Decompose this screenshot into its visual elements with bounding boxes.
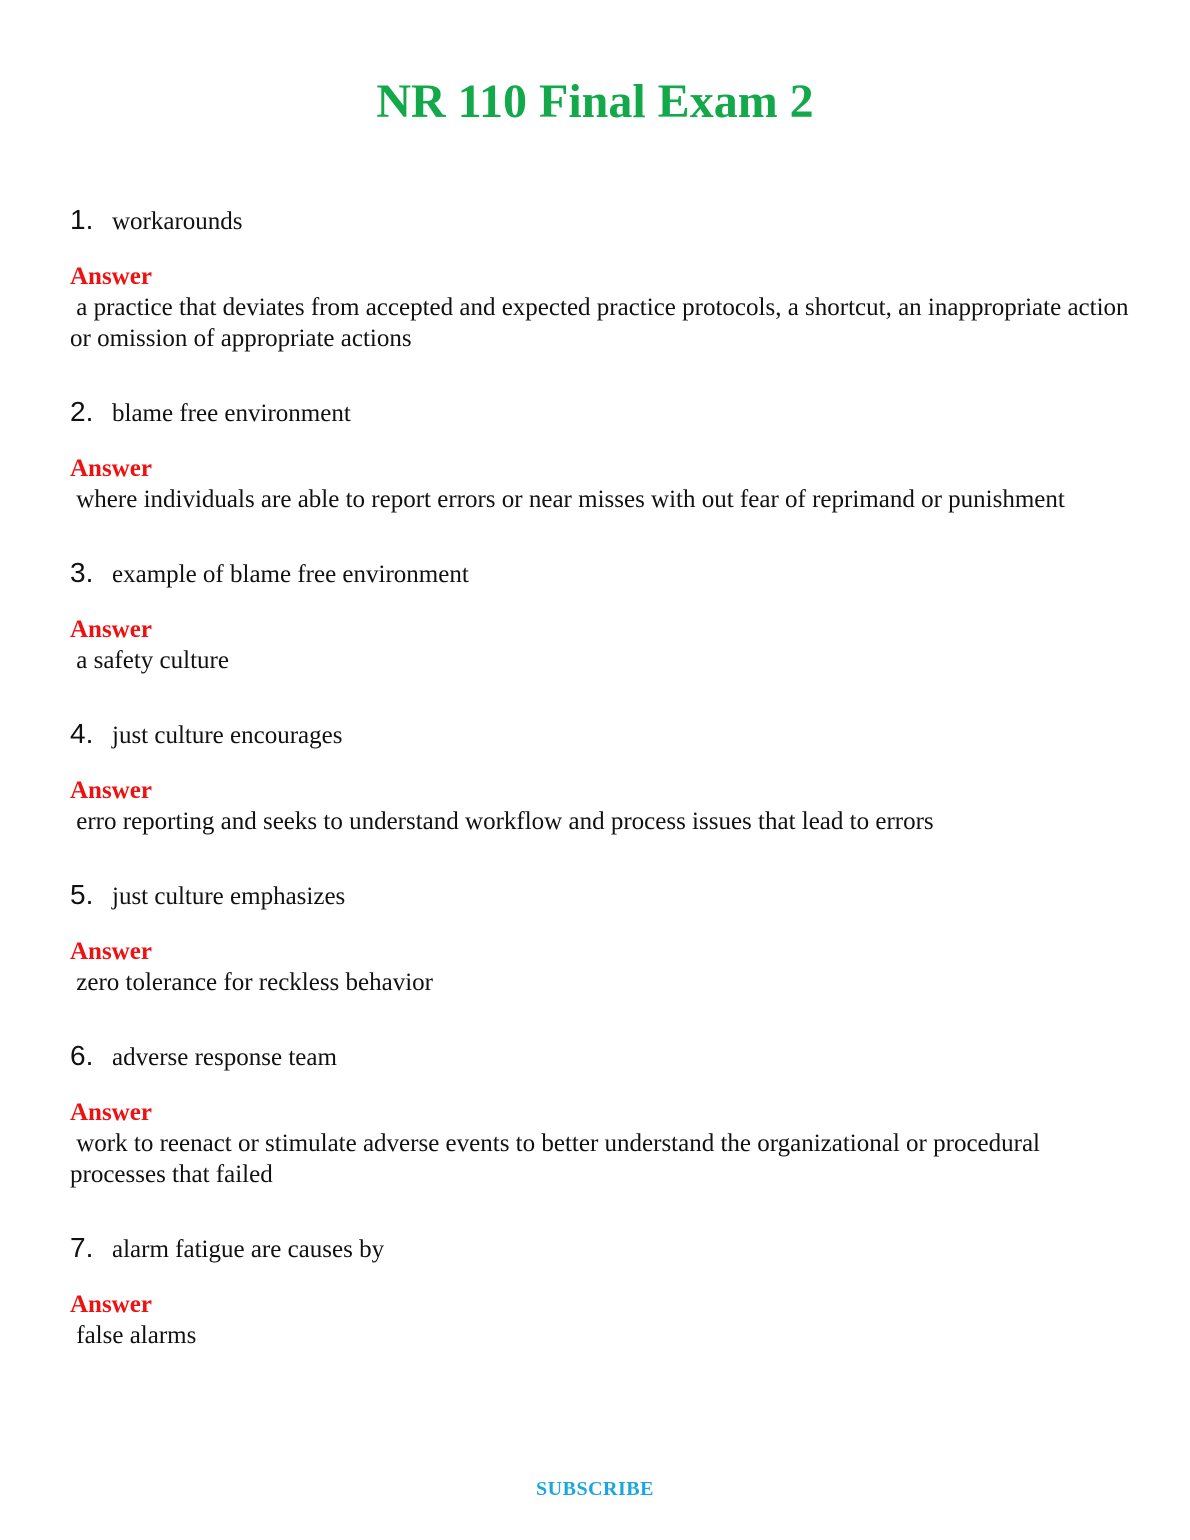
question-row	[70, 710, 1130, 758]
question-item	[70, 549, 1130, 710]
answer-text: work to reenact or stimulate adverse events to better understand the organizational or procedural processes that failed	[70, 1130, 1041, 1188]
question-number: 3.	[70, 557, 94, 588]
question-term: just culture encourages	[112, 722, 343, 749]
answer-text: a practice that deviates from accepted and expected practice protocols, a shortcut, an inappropriate action or omission of appropriate actions	[70, 294, 1129, 352]
spacer	[70, 998, 1130, 1032]
question-item	[70, 1032, 1130, 1224]
spacer	[70, 354, 1130, 388]
question-item	[70, 710, 1130, 871]
answer-label: Answer	[70, 1099, 152, 1126]
question-row	[70, 196, 1130, 244]
answer-text: zero tolerance for reckless behavior	[76, 969, 434, 996]
question-term: workarounds	[112, 208, 243, 235]
spacer	[70, 837, 1130, 871]
question-number: 7.	[70, 1232, 94, 1263]
question-row	[70, 1224, 1130, 1272]
subscribe-link[interactable]: SUBSCRIBE	[536, 1478, 654, 1500]
answer-text: where individuals are able to report errors or near misses with out fear of reprimand or punishment	[76, 486, 1065, 513]
answer-label: Answer	[70, 455, 152, 482]
answer-text: erro reporting and seeks to understand workflow and process issues that lead to errors	[76, 808, 934, 835]
question-number: 1.	[70, 204, 94, 235]
question-number: 6.	[70, 1040, 94, 1071]
spacer	[70, 1190, 1130, 1224]
question-term: adverse response team	[112, 1044, 337, 1071]
question-item	[70, 1224, 1130, 1351]
document-title: NR 110 Final Exam 2	[376, 75, 814, 128]
answer-label: Answer	[70, 938, 152, 965]
question-term: blame free environment	[112, 400, 351, 427]
answer-label: Answer	[70, 1291, 152, 1318]
question-number: 5.	[70, 879, 94, 910]
question-number: 4.	[70, 718, 94, 749]
question-row	[70, 871, 1130, 919]
spacer	[70, 676, 1130, 710]
question-row	[70, 549, 1130, 597]
answer-label: Answer	[70, 263, 152, 290]
question-list	[70, 196, 1130, 1351]
spacer	[70, 515, 1130, 549]
question-item	[70, 871, 1130, 1032]
question-term: example of blame free environment	[112, 561, 469, 588]
question-number: 2.	[70, 396, 94, 427]
question-row	[70, 388, 1130, 436]
question-row	[70, 1032, 1130, 1080]
question-term: just culture emphasizes	[112, 883, 346, 910]
question-item	[70, 196, 1130, 388]
question-term: alarm fatigue are causes by	[112, 1236, 385, 1263]
answer-label: Answer	[70, 616, 152, 643]
answer-text: a safety culture	[76, 647, 229, 674]
question-item	[70, 388, 1130, 549]
answer-text: false alarms	[76, 1322, 197, 1349]
answer-label: Answer	[70, 777, 152, 804]
